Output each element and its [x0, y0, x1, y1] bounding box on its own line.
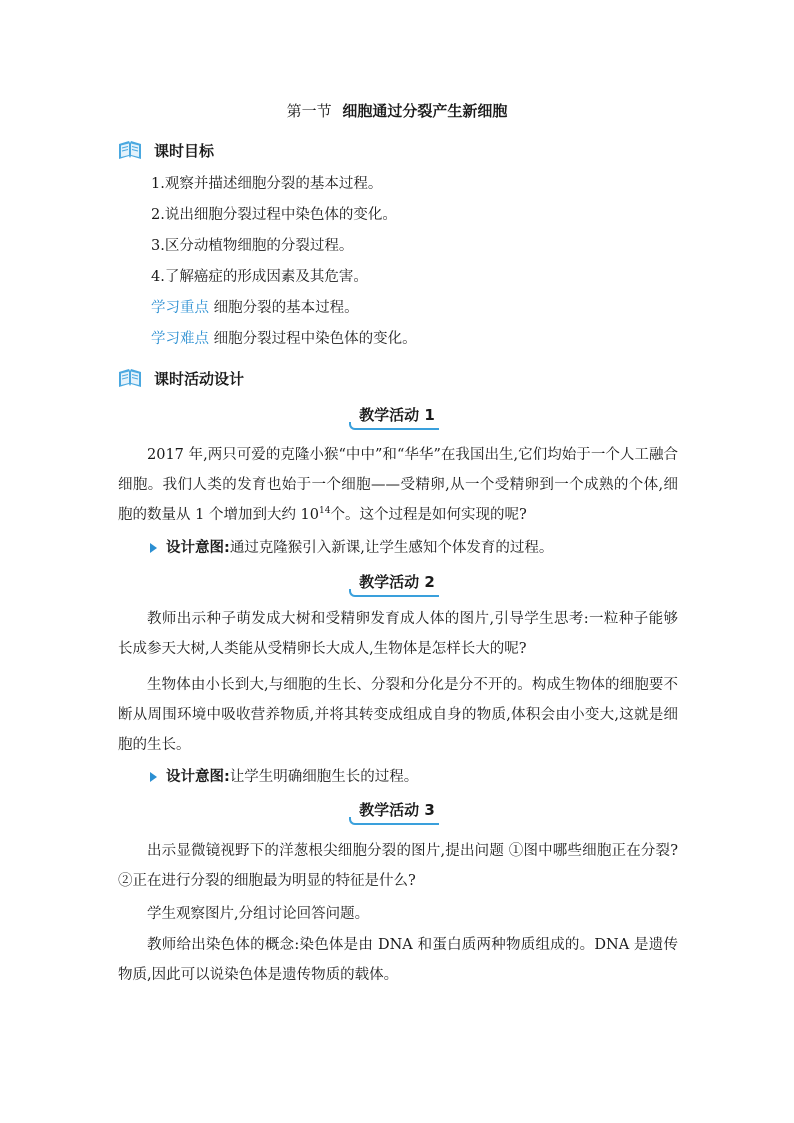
key-point-text: 细胞分裂的基本过程。 [213, 300, 359, 316]
activity-3-paragraph-3: 教师给出染色体的概念:染色体是由 DNA 和蛋白质两种物质组成的。DNA 是遗传物质,因此可以说染色体是遗传物质的载体。 [118, 937, 678, 983]
goal-item: 2.说出细胞分裂过程中染色体的变化。 [151, 207, 397, 223]
intent-text: 通过克隆猴引入新课,让学生感知个体发育的过程。 [229, 540, 554, 556]
activity-2-title: 教学活动 2 [0, 571, 794, 597]
difficult-point [151, 327, 417, 351]
activity-2-intent [150, 765, 418, 789]
goal-item: 1.观察并描述细胞分裂的基本过程。 [151, 176, 383, 192]
activity-1-intent [150, 536, 553, 560]
triangle-bullet-icon [150, 772, 157, 782]
triangle-bullet-icon [150, 543, 157, 553]
intent-label: 设计意图: [166, 540, 230, 556]
exponent: 14 [319, 506, 331, 517]
intent-label: 设计意图: [166, 769, 230, 785]
book-icon [118, 139, 142, 161]
design-heading-text: 课时活动设计 [154, 369, 245, 388]
activity-1-title: 教学活动 1 [0, 404, 794, 430]
goal-item: 3.区分动植物细胞的分裂过程。 [151, 238, 354, 254]
activity-3-paragraph-2: 学生观察图片,分组讨论回答问题。 [147, 906, 370, 922]
activity-3-paragraph-1: 出示显微镜视野下的洋葱根尖细胞分裂的图片,提出问题 ①图中哪些细胞正在分裂?②正在进行分裂的细胞最为明显的特征是什么? [118, 843, 678, 889]
activity-3-title: 教学活动 3 [0, 799, 794, 825]
book-icon [118, 367, 142, 389]
key-point [151, 296, 359, 320]
difficult-point-label: 学习难点 [151, 331, 209, 347]
goal-item: 4.了解癌症的形成因素及其危害。 [151, 269, 368, 285]
activity-1-paragraph: 2017 年,两只可爱的克隆小猴“中中”和“华华”在我国出生,它们均始于一个人工融合细胞。我们人类的发育也始于一个细胞——受精卵,从一个受精卵到一个成熟的个体,细胞的数量从 1 个增加到大约 $10^{14}$个。这个过程是如何实现的呢? [118, 447, 678, 523]
design-heading [118, 366, 244, 390]
page-title [0, 100, 794, 122]
difficult-point-text: 细胞分裂过程中染色体的变化。 [213, 331, 417, 347]
activity-2-paragraph-2: 生物体由小长到大,与细胞的生长、分裂和分化是分不开的。构成生物体的细胞要不断从周围环境中吸收营养物质,并将其转变成组成自身的物质,体积会由小变大,这就是细胞的生长。 [118, 677, 678, 753]
key-point-label: 学习重点 [151, 300, 209, 316]
section-name: 细胞通过分裂产生新细胞 [342, 102, 508, 120]
goals-heading [118, 138, 214, 162]
section-number: 第一节 [286, 102, 332, 120]
activity-2-paragraph-1: 教师出示种子萌发成大树和受精卵发育成人体的图片,引导学生思考:一粒种子能够长成参天大树,人类能从受精卵长大成人,生物体是怎样长大的呢? [118, 611, 678, 657]
intent-text: 让学生明确细胞生长的过程。 [229, 769, 419, 785]
goals-heading-text: 课时目标 [154, 141, 215, 160]
